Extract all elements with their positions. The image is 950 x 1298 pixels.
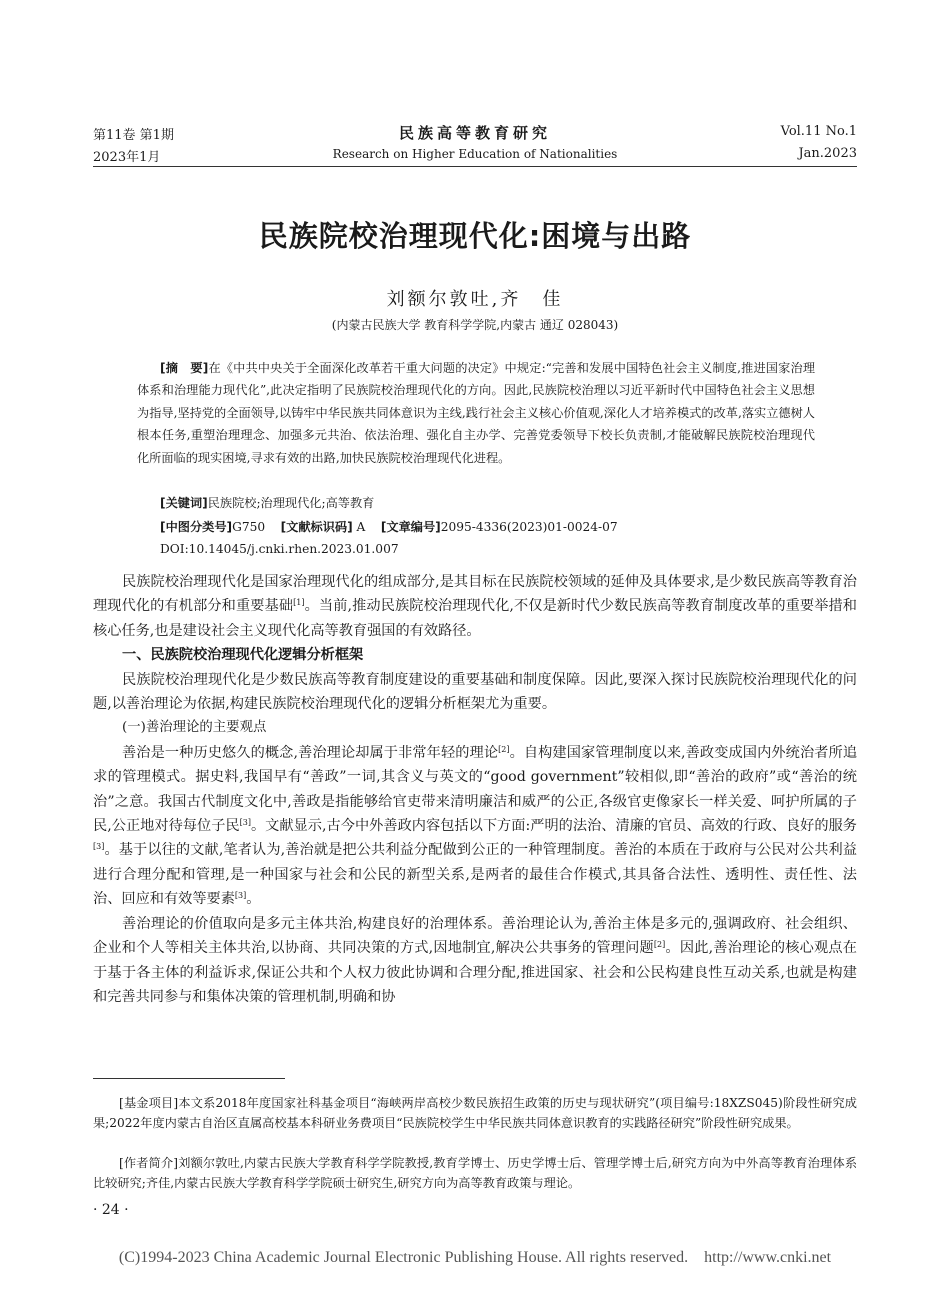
running-header bbox=[93, 122, 857, 166]
text-run: 。 bbox=[246, 891, 261, 908]
header-divider bbox=[93, 166, 857, 167]
citation: [3] bbox=[234, 891, 247, 901]
citation: [3] bbox=[93, 842, 105, 852]
text-run: 。文献显示,古今中外善政内容包括以下方面:严明的法治、清廉的官员、高效的行政、良好的服务 bbox=[250, 818, 857, 835]
doc-code-label: [文献标识码] bbox=[280, 520, 353, 534]
publication-date: 2023年1月 bbox=[93, 150, 161, 165]
journal-name-cn: 民族高等教育研究 bbox=[398, 124, 551, 142]
paragraph: 民族院校治理现代化是少数民族高等教育制度建设的重要基础和制度保障。因此,要深入探讨民族院校治理现代化的问题,以善治理论为依据,构建民族院校治理现代化的逻辑分析框架尤为重要。 bbox=[93, 671, 857, 713]
article-authors: 刘额尔敦吐,齐 佳 bbox=[386, 289, 564, 310]
abstract-text: 在《中共中央关于全面深化改革若干重大问题的决定》中规定:“完善和发展中国特色社会主义制度,推进国家治理体系和治理能力现代化”,此决定指明了民族院校治理现代化的方向。因此,民族院校治理以习近平新时代中国特色社会主义思想为指导,坚持党的全面领导,以铸牢中华民族共同体意识为主线,践行社会主义核心价值观,深化人才培养模式的改革,落实立德树人根本任务,重塑治理理念、加强多元共治、依法治理、强化自主办学、完善党委领导下校长负责制,才能破解民族院校治理现代化所面临的现实困境,寻求有效的出路,加快民族院校治理现代化进程。 bbox=[137, 361, 816, 465]
article-title: 民族院校治理现代化:困境与出路 bbox=[258, 219, 692, 253]
author-bio-text: 刘额尔敦吐,内蒙古民族大学教育科学学院教授,教育学博士、历史学博士后、管理学博士后,研究方向为中外高等教育治理体系比较研究;齐佳,内蒙古民族大学教育科学学院硕士研究生,研究方向为高等教育政策与理论。 bbox=[93, 1156, 858, 1190]
author-bio-label: [作者简介] bbox=[119, 1156, 179, 1170]
footnote-author bbox=[93, 1153, 857, 1193]
keywords bbox=[160, 494, 815, 511]
subsection-heading: (一)善治理论的主要观点 bbox=[122, 720, 267, 736]
citation: [3] bbox=[239, 818, 251, 828]
volume-issue: 第11卷 第1期 bbox=[93, 128, 174, 143]
doi: DOI:10.14045/j.cnki.rhen.2023.01.007 bbox=[160, 542, 399, 556]
footnote-divider bbox=[93, 1078, 285, 1079]
clc-value: G750 bbox=[232, 520, 266, 534]
page-number: · 24 · bbox=[93, 1202, 129, 1218]
text-run: 善治理论的价值取向是多元主体共治,构建良好的治理体系。善治理论认为,善治主体是多元的,强调政府、社会组织、企业和个人等相关主体共治,以协商、共同决策的方式,因地制宜,解决公共事务的管理问题 bbox=[93, 915, 857, 957]
paragraph bbox=[93, 912, 857, 1010]
paragraph bbox=[93, 741, 857, 912]
journal-name-en: Research on Higher Education of Nationalities bbox=[332, 147, 618, 161]
publication-date-en: Jan.2023 bbox=[798, 146, 857, 161]
citation: [2] bbox=[498, 744, 510, 754]
text-run: 。自构建国家管理制度以来,善政变成国内外统治者所追求的管理模式。据史料,我国早有“善政”一词,其含义与英文的“good government”较相似,即“善治的政府”或“善治的统治”之意。我国古代制度文化中,善政是指能够给官吏带来清明廉洁和威严的公正,各级官吏像家长一样关爱、呵护所属的子民,公正地对待每位子民 bbox=[93, 744, 858, 835]
text-run: 。基于以往的文献,笔者认为,善治就是把公共利益分配做到公正的一种管理制度。善治的本质在于政府与公民对公共利益进行合理分配和管理,是一种国家与社会和公民的新型关系,是两者的最佳合作模式,其具备合法性、透明性、责任性、法治、回应和有效等要素 bbox=[93, 842, 857, 908]
volume-issue-en: Vol.11 No.1 bbox=[780, 124, 857, 139]
citation: [1] bbox=[293, 598, 305, 608]
text-run: 民族院校治理现代化是国家治理现代化的组成部分,是其目标在民族院校领域的延伸及具体要求,是少数民族高等教育治理现代化的有机部分和重要基础 bbox=[93, 574, 857, 615]
main-text bbox=[93, 570, 857, 1009]
paragraph bbox=[93, 570, 857, 643]
text-run: 。当前,推动民族院校治理现代化,不仅是新时代少数民族高等教育制度改革的重要举措和核心任务,也是建设社会主义现代化高等教育强国的有效路径。 bbox=[93, 598, 857, 639]
footnote-fund bbox=[93, 1093, 857, 1133]
doc-code-value: A bbox=[356, 520, 366, 534]
copyright-notice: (C)1994-2023 China Academic Journal Electronic Publishing House. All rights reserved. http://www.cnki.net bbox=[118, 1249, 832, 1266]
keywords-label: [关键词] bbox=[160, 496, 208, 510]
article-number-label: [文章编号] bbox=[380, 520, 441, 534]
text-run: 。因此,善治理论的核心观点在于基于各主体的利益诉求,保证公共和个人权力彼此协调和合理分配,推进国家、社会和公民构建良性互动关系,也就是构建和完善共同参与和集体决策的管理机制,明确和协 bbox=[93, 940, 857, 1005]
keywords-text: 民族院校;治理现代化;高等教育 bbox=[207, 496, 375, 510]
citation: [2] bbox=[653, 940, 666, 950]
classification-line bbox=[160, 518, 815, 535]
author-affiliation: (内蒙古民族大学 教育科学学院,内蒙古 通辽 028043) bbox=[331, 318, 619, 332]
clc-label: [中图分类号] bbox=[160, 520, 233, 534]
fund-label: [基金项目] bbox=[119, 1096, 179, 1110]
fund-text: 本文系2018年度国家社科基金项目“海峡两岸高校少数民族招生政策的历史与现状研究”(项目编号:18XZS045)阶段性研究成果;2022年度内蒙古自治区直属高校基本科研业务费项目“民族院校学生中华民族共同体意识教育的实践路径研究”阶段性研究成果。 bbox=[93, 1096, 857, 1130]
abstract bbox=[137, 357, 815, 469]
section-heading: 一、民族院校治理现代化逻辑分析框架 bbox=[122, 647, 364, 664]
text-run: 善治是一种历史悠久的概念,善治理论却属于非常年轻的理论 bbox=[122, 744, 499, 761]
article-number-value: 2095-4336(2023)01-0024-07 bbox=[440, 520, 618, 534]
abstract-label: [摘 要] bbox=[160, 361, 209, 375]
